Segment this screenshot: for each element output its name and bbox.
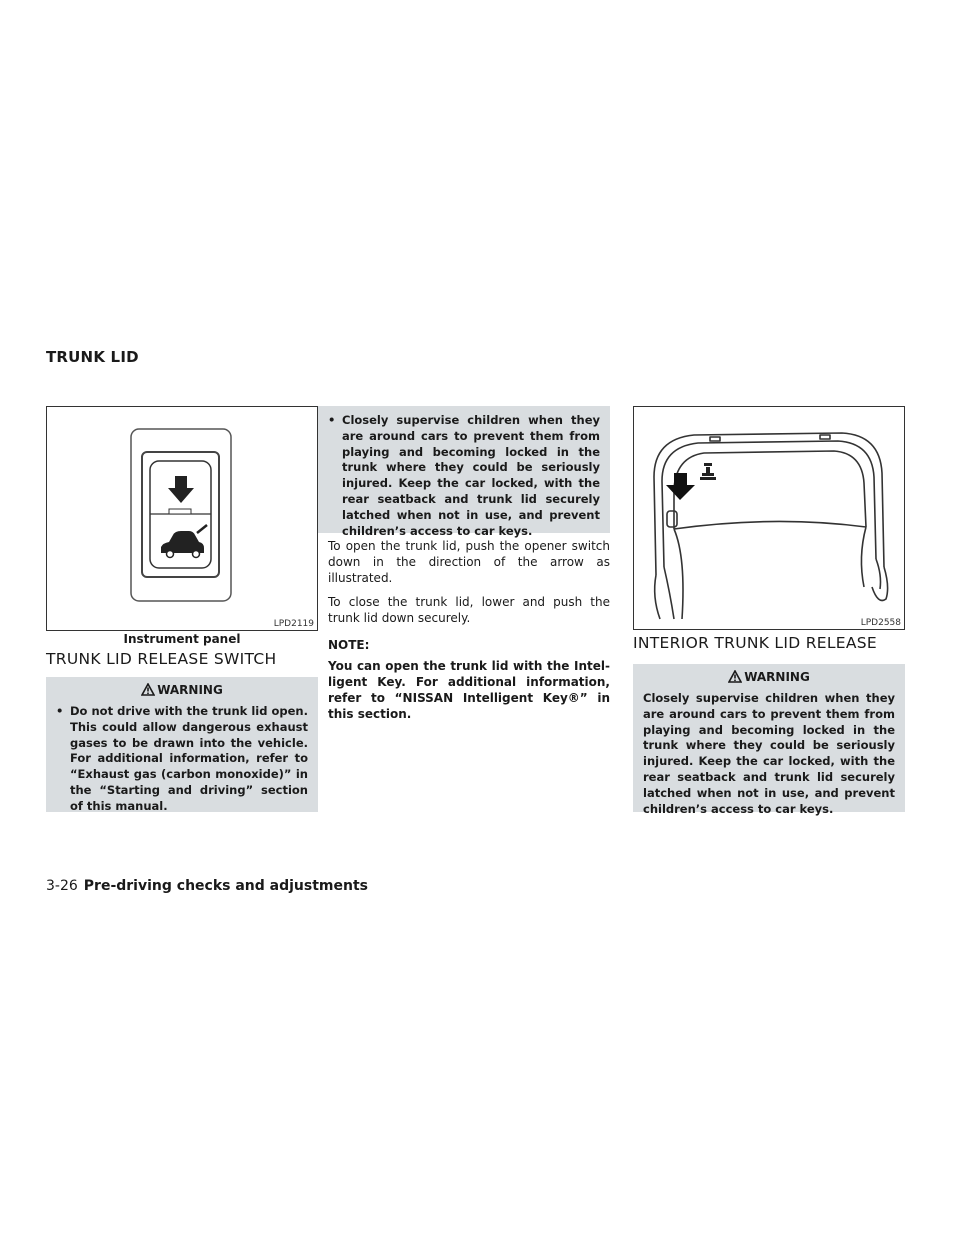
warning-item-text: Closely supervise children when they are around cars to prevent them from playing and becoming locked in the trunk where they could be seriously injured. Keep the car locked, with the rear seatback and trunk lid securely latched when not in use, and prevent children’s access to car keys. (342, 413, 600, 538)
note-label: NOTE: (328, 638, 370, 652)
figure-code: LPD2119 (273, 619, 314, 629)
figure-trunk-switch (46, 406, 318, 631)
heading-release-switch: TRUNK LID RELEASE SWITCH (46, 650, 277, 668)
warning-triangle-icon (728, 670, 742, 683)
warning-item: • Closely supervise children when they are around cars to prevent them from playing and becoming locked in the trunk where they could be seriously injured. Keep the car locked, with the rear seatback and trunk lid securely latched when not in use, and prevent children’s access to car keys. (328, 413, 600, 538)
warning-triangle-icon (141, 683, 155, 696)
interior-release-icon (700, 463, 716, 480)
figure-caption: Instrument panel (123, 632, 241, 646)
warning-item-text: Do not drive with the trunk lid open. This could allow dangerous exhaust gases to be drawn into the vehicle. For additional information, refer to “Exhaust gas (carbon monoxide)” in the “Starting and driving” section of this manual. (70, 704, 308, 813)
section-title: TRUNK LID (46, 348, 139, 366)
warning-item: • Do not drive with the trunk lid open. This could allow dangerous exhaust gases to be drawn into the vehicle. For additional information, refer to “Exhaust gas (carbon monoxide)” in the “Starting and driving” section of this manual. (56, 704, 308, 813)
paragraph-open: To open the trunk lid, push the opener switch down in the direction of the arrow as illustrated. (328, 539, 610, 585)
heading-interior-release: INTERIOR TRUNK LID RELEASE (633, 634, 878, 652)
warning-box-interior (633, 664, 905, 816)
warning-header (643, 664, 895, 691)
warning-box-switch (46, 677, 318, 812)
trunk-switch-illustration (47, 407, 317, 630)
warning-label: WARNING (744, 670, 810, 684)
figure-trunk-interior (633, 406, 905, 630)
down-arrow-icon (666, 473, 695, 500)
figure-code: LPD2558 (860, 618, 901, 628)
paragraph-close: To close the trunk lid, lower and push the trunk lid down securely. (328, 595, 610, 625)
warning-header (56, 677, 308, 704)
chapter-title: Pre-driving checks and adjustments (83, 878, 368, 894)
page-number: 3-26 (46, 878, 78, 894)
warning-box-children (318, 406, 610, 538)
warning-text: Closely supervise children when they are around cars to prevent them from playing and becoming locked in the trunk where they could be seriously injured. Keep the car locked, with the rear seatback and trunk lid securely latched when not in use, and prevent children’s access to car keys. (643, 691, 895, 816)
page-footer (46, 878, 368, 894)
warning-label: WARNING (157, 683, 223, 697)
note-text: You can open the trunk lid with the Intelligent Key. For additional information, refer to “NISSAN Intelligent Key®” in this section. (328, 659, 610, 721)
trunk-interior-illustration (634, 407, 904, 629)
middle-text-column (328, 538, 610, 722)
